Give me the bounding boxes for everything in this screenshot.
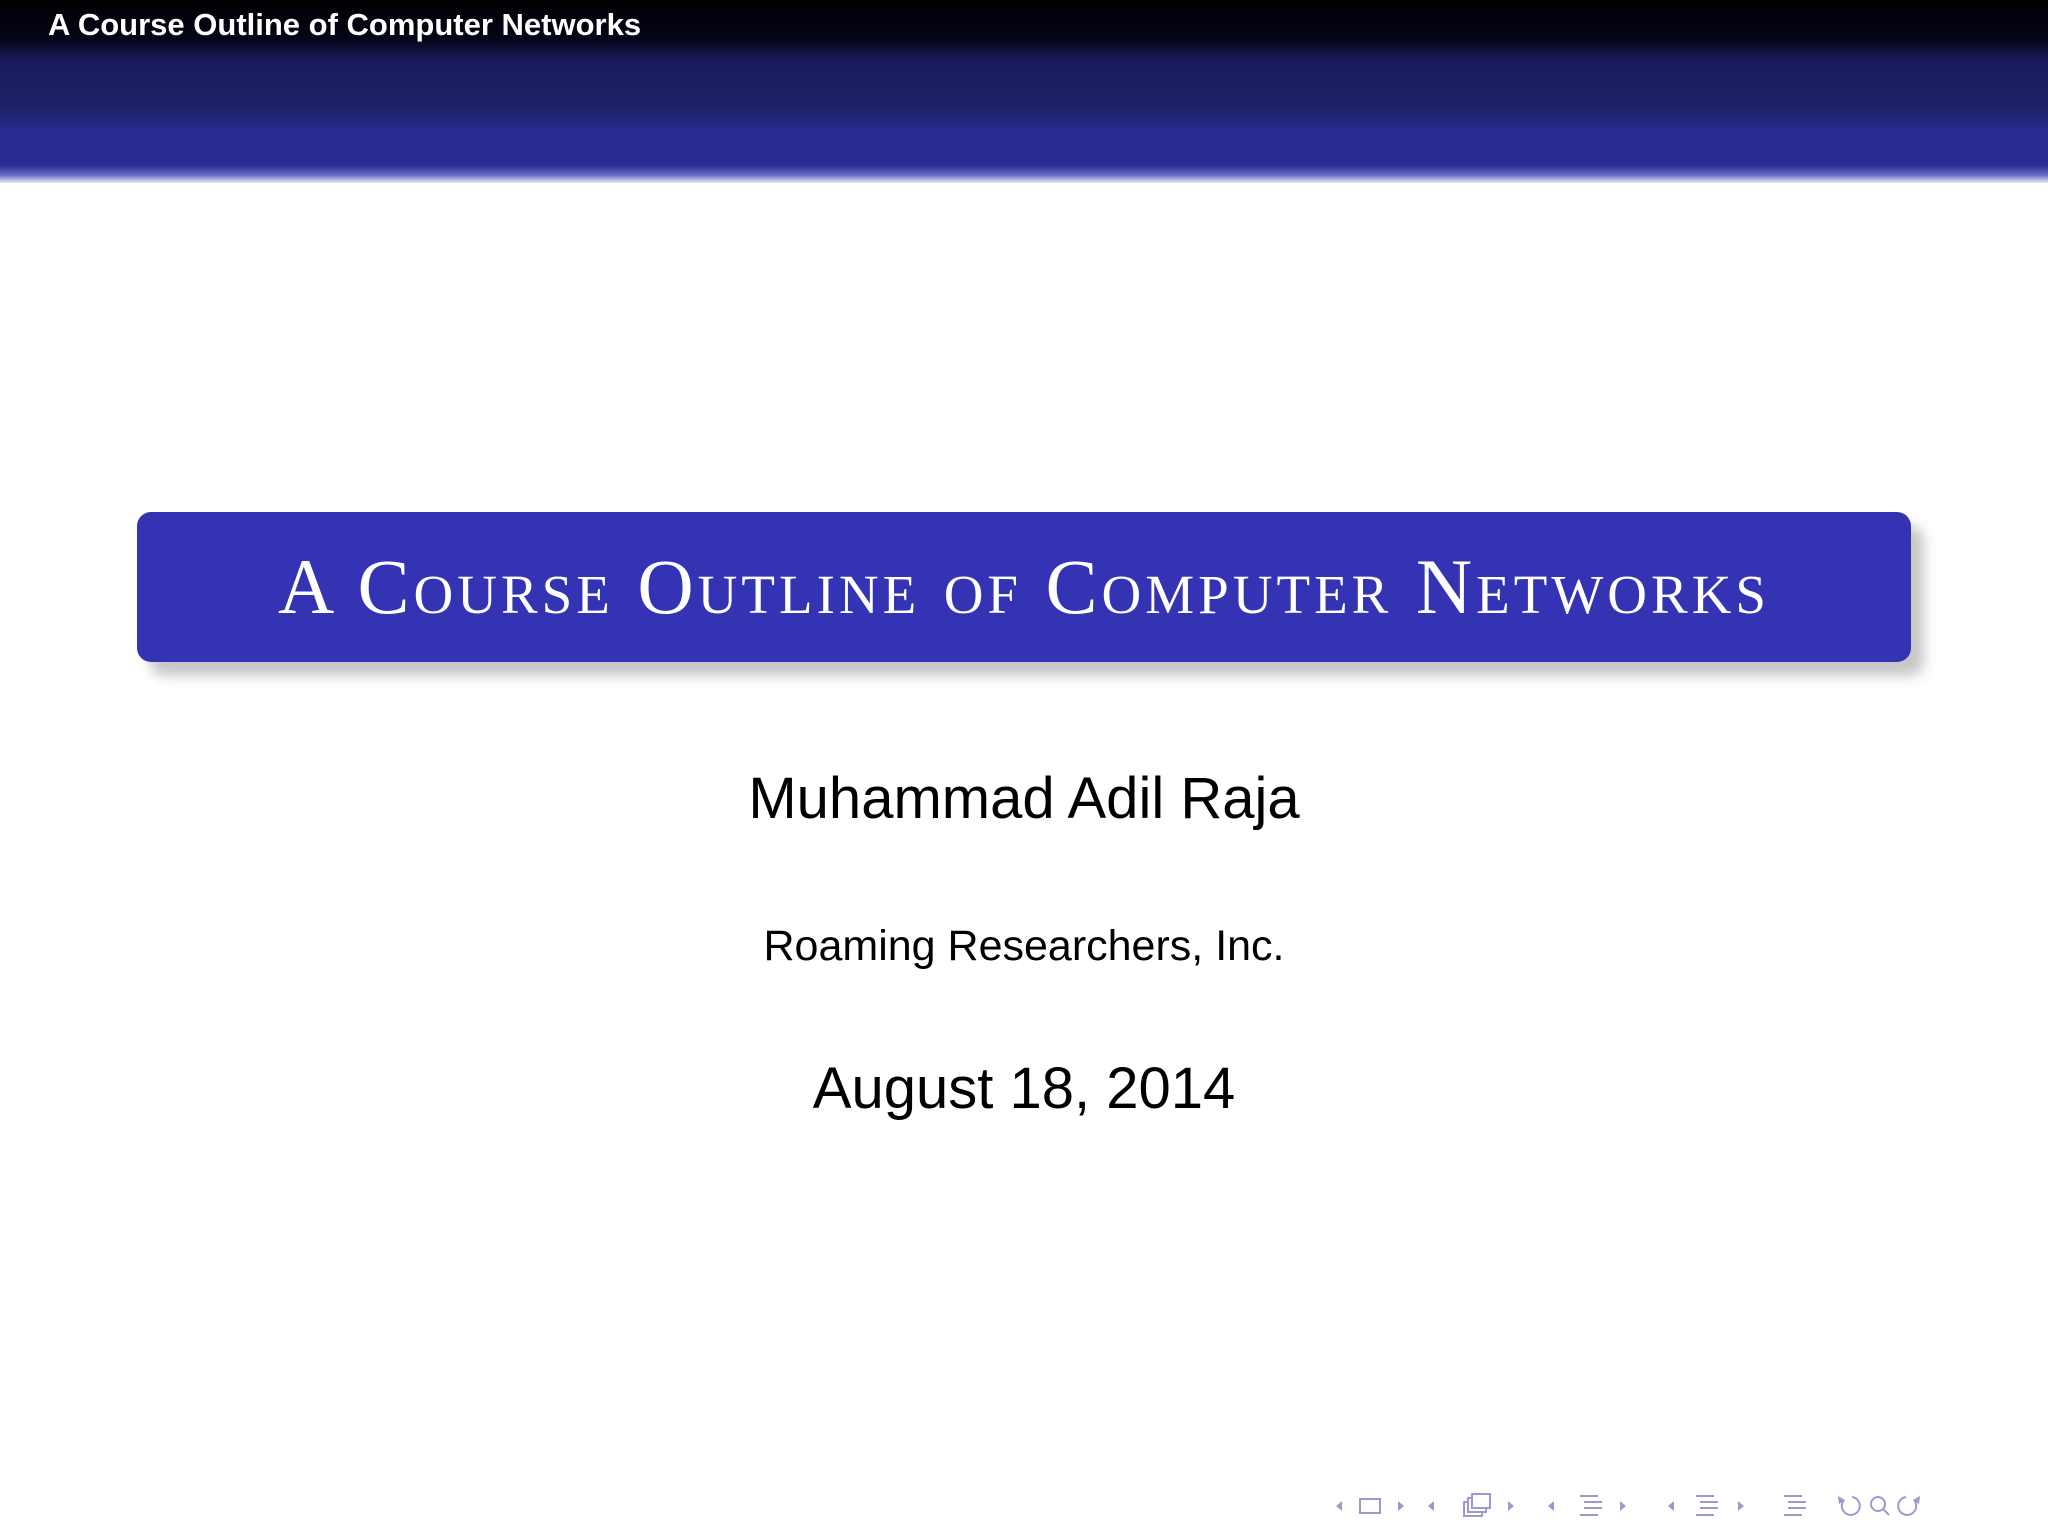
nav-frame-group[interactable] bbox=[1330, 1488, 1420, 1524]
nav-search-group[interactable] bbox=[1830, 1488, 1930, 1524]
nav-toc-group[interactable] bbox=[1770, 1488, 1830, 1524]
nav-section-group[interactable] bbox=[1540, 1488, 1660, 1524]
header-bar bbox=[0, 0, 2048, 183]
presentation-date: August 18, 2014 bbox=[812, 1056, 1236, 1121]
search-nav-icon[interactable] bbox=[1830, 1488, 1930, 1524]
subsection-nav-icon[interactable] bbox=[1420, 1488, 1540, 1524]
frame-nav-icon[interactable] bbox=[1330, 1488, 1420, 1524]
nav-document-group[interactable] bbox=[1660, 1488, 1770, 1524]
toc-icon[interactable] bbox=[1770, 1488, 1830, 1524]
document-nav-icon[interactable] bbox=[1660, 1488, 1770, 1524]
title-box bbox=[137, 512, 1911, 662]
institute-name: Roaming Researchers, Inc. bbox=[763, 922, 1285, 970]
header-title: A Course Outline of Computer Networks bbox=[48, 7, 642, 42]
section-nav-icon[interactable] bbox=[1540, 1488, 1660, 1524]
author-name: Muhammad Adil Raja bbox=[748, 766, 1300, 831]
slide-title: A Course Outline of Computer Networks bbox=[277, 543, 1770, 630]
beamer-navigation-bar bbox=[1330, 1488, 1930, 1524]
nav-subsection-group[interactable] bbox=[1420, 1488, 1540, 1524]
